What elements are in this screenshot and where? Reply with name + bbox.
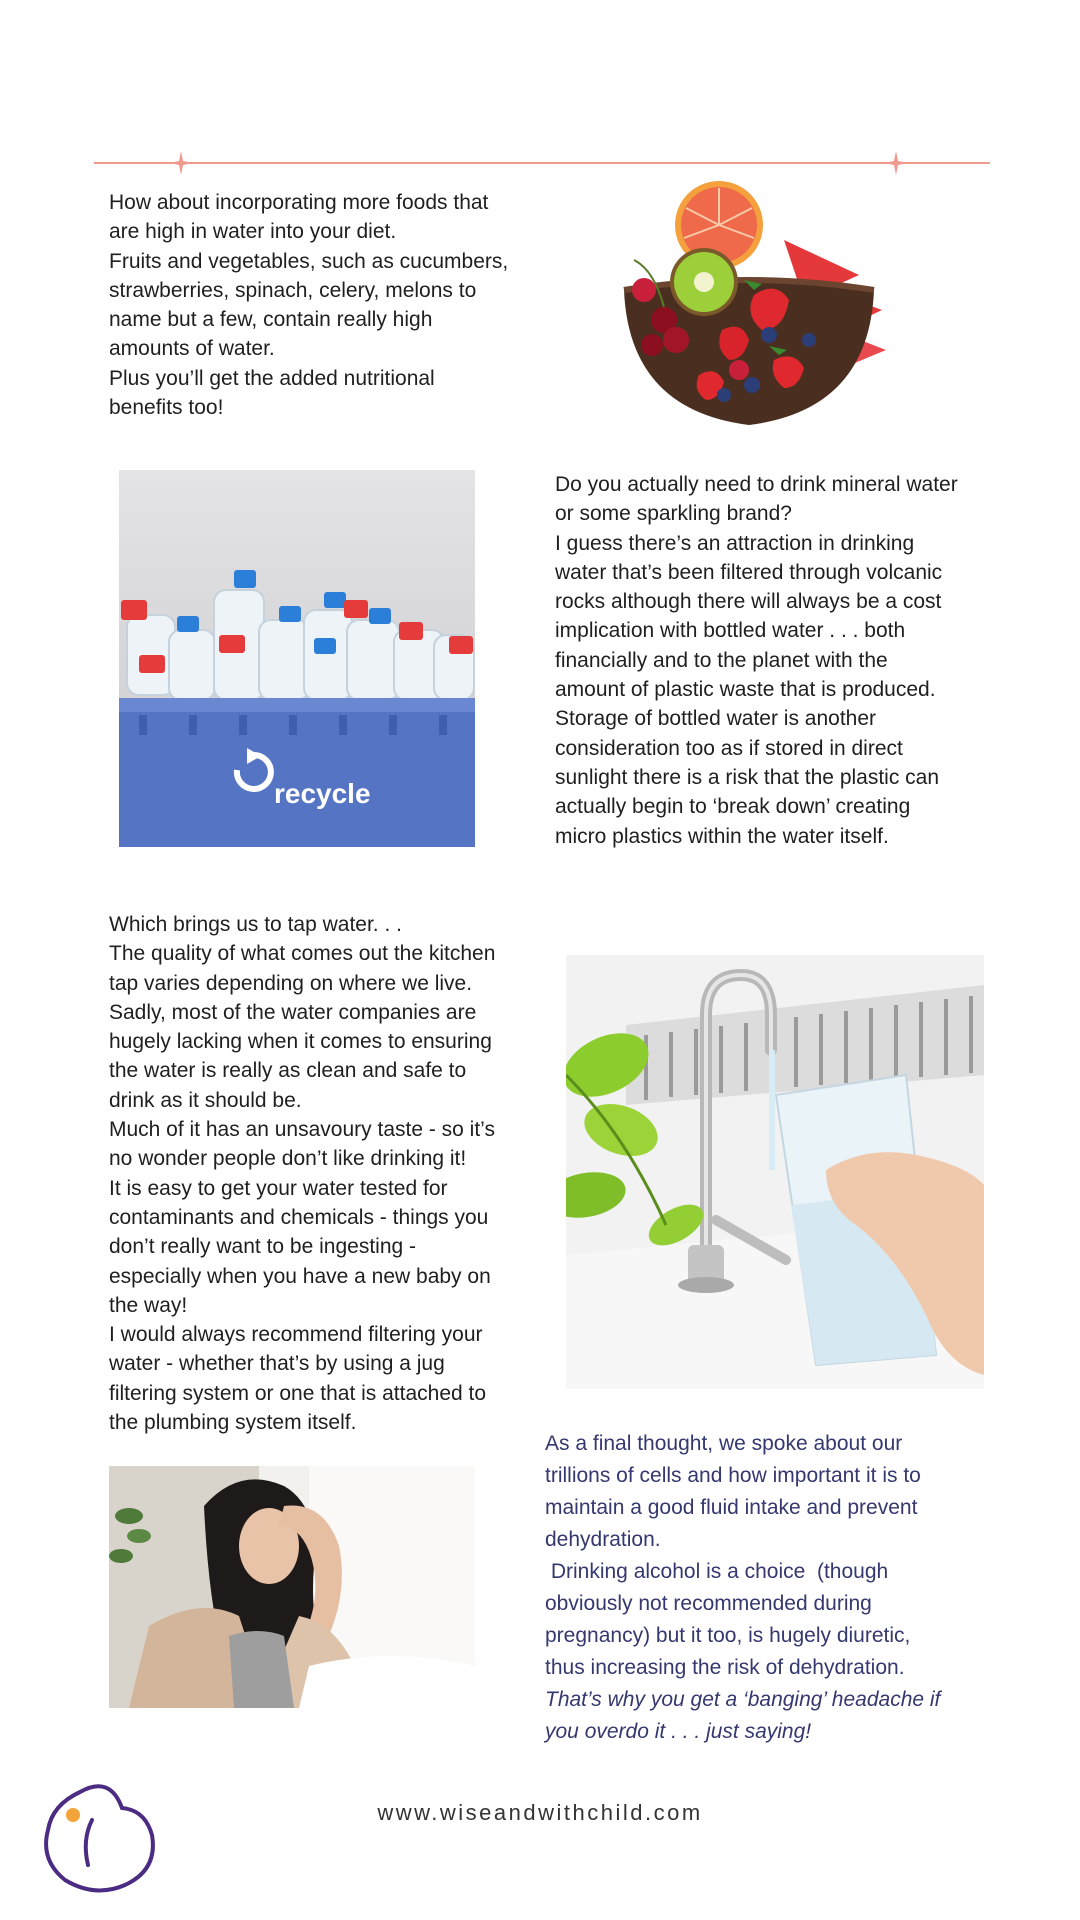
text-line: strawberries, spinach, celery, melons to bbox=[109, 278, 477, 302]
text-line: no wonder people don’t like drinking it! bbox=[109, 1147, 467, 1171]
text-line: trillions of cells and how important it is to bbox=[545, 1464, 921, 1487]
text-line: Do you actually need to drink mineral water bbox=[555, 473, 958, 496]
text-line: amount of plastic waste that is produced. bbox=[555, 678, 936, 702]
text-line: Plus you’ll get the added nutritional bbox=[109, 366, 435, 390]
text-line: obviously not recommended during bbox=[545, 1592, 872, 1615]
text-line: As a final thought, we spoke about our bbox=[545, 1432, 903, 1455]
alcohol-dehydration-paragraph bbox=[545, 1428, 1005, 1748]
text-line: contaminants and chemicals - things you bbox=[109, 1205, 489, 1229]
italic-text-line: you overdo it . . . just saying! bbox=[545, 1720, 812, 1743]
text-line: filtering system or one that is attached to bbox=[109, 1381, 487, 1405]
text-line: hugely lacking when it comes to ensuring bbox=[109, 1030, 492, 1054]
text-line: amounts of water. bbox=[109, 337, 275, 361]
recycle-label: recycle bbox=[274, 778, 371, 809]
text-line: or some sparkling brand? bbox=[555, 502, 792, 526]
text-line: implication with bottled water . . . both bbox=[555, 619, 906, 643]
headache-woman-image bbox=[109, 1466, 475, 1708]
text-line: Sadly, most of the water companies are bbox=[109, 1000, 477, 1024]
text-line: financially and to the planet with the bbox=[555, 648, 888, 672]
text-line: drink as it should be. bbox=[109, 1088, 302, 1112]
bottled-water-paragraph bbox=[555, 470, 1005, 851]
text-line: It is easy to get your water tested for bbox=[109, 1176, 448, 1200]
text-line: benefits too! bbox=[109, 396, 224, 420]
text-line: Storage of bottled water is another bbox=[555, 707, 877, 731]
text-line: thus increasing the risk of dehydration. bbox=[545, 1656, 905, 1679]
text-line: dehydration. bbox=[545, 1528, 661, 1551]
brand-logo-icon bbox=[40, 1780, 160, 1895]
text-line: pregnancy) but it too, is hugely diuretic, bbox=[545, 1624, 911, 1647]
text-line: maintain a good fluid intake and prevent bbox=[545, 1496, 918, 1519]
text-line: sunlight there is a risk that the plastic can bbox=[555, 765, 940, 789]
text-line: don’t really want to be ingesting - bbox=[109, 1235, 417, 1259]
text-line: How about incorporating more foods that bbox=[109, 191, 489, 214]
website-url: www.wiseandwithchild.com bbox=[377, 1800, 703, 1825]
water-rich-foods-paragraph bbox=[109, 188, 559, 422]
text-line: Much of it has an unsavoury taste - so it’s bbox=[109, 1118, 495, 1142]
bottled-water-recycle-image bbox=[119, 470, 475, 847]
italic-text-line: That’s why you get a ‘banging’ headache if bbox=[545, 1688, 941, 1711]
text-line: The quality of what comes out the kitchen bbox=[109, 942, 496, 966]
text-line: I would always recommend filtering your bbox=[109, 1323, 483, 1347]
fruit-bowl-image bbox=[604, 180, 894, 430]
text-line: water that’s been filtered through volcanic bbox=[555, 560, 943, 584]
sparkle-right-icon bbox=[884, 151, 908, 175]
tap-water-glass-image bbox=[566, 955, 984, 1389]
sparkle-left-icon bbox=[169, 151, 193, 175]
text-line: water - whether that’s by using a jug bbox=[109, 1352, 445, 1376]
text-line: the plumbing system itself. bbox=[109, 1411, 357, 1435]
text-line: tap varies depending on where we live. bbox=[109, 971, 473, 995]
text-line: are high in water into your diet. bbox=[109, 220, 397, 244]
text-line: consideration too as if stored in direct bbox=[555, 736, 903, 760]
text-line: the water is really as clean and safe to bbox=[109, 1059, 467, 1083]
text-line: Fruits and vegetables, such as cucumbers, bbox=[109, 249, 509, 273]
header-divider bbox=[94, 162, 990, 164]
text-line: Drinking alcohol is a choice (though bbox=[545, 1560, 889, 1583]
text-line: rocks although there will always be a cost bbox=[555, 590, 942, 614]
text-line: name but a few, contain really high bbox=[109, 308, 433, 332]
text-line: actually begin to ‘break down’ creating bbox=[555, 795, 911, 819]
text-line: the way! bbox=[109, 1293, 188, 1317]
text-line: especially when you have a new baby on bbox=[109, 1264, 491, 1288]
text-line: Which brings us to tap water. . . bbox=[109, 913, 402, 936]
text-line: I guess there’s an attraction in drinking bbox=[555, 531, 915, 555]
tap-water-paragraph bbox=[109, 910, 549, 1437]
text-line: micro plastics within the water itself. bbox=[555, 824, 889, 848]
